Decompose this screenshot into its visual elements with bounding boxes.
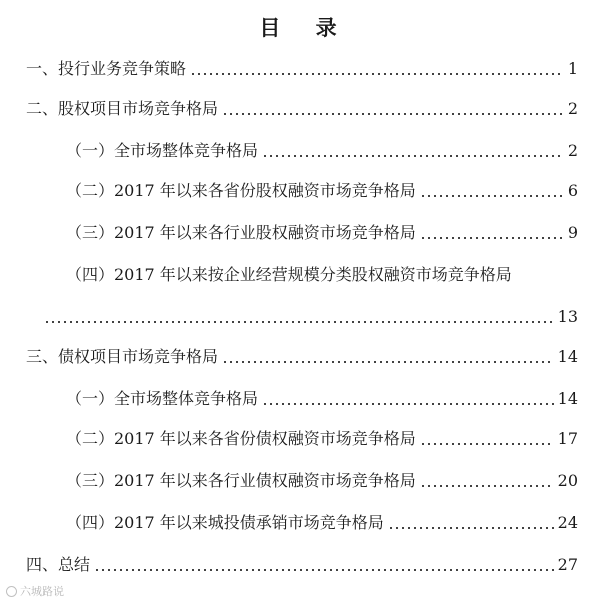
leader-dots (262, 403, 554, 405)
toc-entry-2[interactable] (26, 98, 578, 120)
toc-page-number: 2 (567, 141, 578, 160)
toc-entry-2-3[interactable] (66, 222, 578, 244)
toc-entry-1[interactable] (26, 58, 578, 80)
toc-entry-label: （一）全市场整体竞争格局 (66, 389, 259, 408)
leader-dots (420, 485, 554, 487)
leader-dots (420, 195, 562, 197)
leader-dots (222, 361, 554, 363)
toc-entry-label: 二、股权项目市场竞争格局 (26, 99, 219, 118)
leader-dots (44, 321, 554, 323)
toc-entry-label: 三、债权项目市场竞争格局 (26, 347, 219, 366)
toc-entry-2-2[interactable] (66, 180, 578, 202)
leader-dots (190, 73, 562, 75)
toc-entry-label: （二）2017 年以来各省份股权融资市场竞争格局 (66, 181, 416, 200)
toc-page-number: 2 (567, 99, 578, 118)
toc-entry-3[interactable] (26, 346, 578, 368)
toc-entry-2-1[interactable] (66, 140, 578, 162)
toc-entry-label: （三）2017 年以来各行业债权融资市场竞争格局 (66, 471, 416, 490)
toc-page-number: 6 (567, 181, 578, 200)
toc-entry-label: （一）全市场整体竞争格局 (66, 141, 259, 160)
watermark-logo-icon (6, 586, 17, 597)
leader-dots (420, 237, 562, 239)
leader-dots (420, 443, 554, 445)
toc-page-number: 14 (557, 347, 578, 366)
toc-entry-4[interactable] (26, 554, 578, 576)
toc-entry-3-2[interactable] (66, 428, 578, 450)
watermark (6, 583, 64, 599)
leader-dots (222, 113, 562, 115)
watermark-text: 六城路说 (20, 585, 64, 598)
toc-page-number: 17 (557, 429, 578, 448)
toc-page-number: 1 (567, 59, 578, 78)
toc-page-number: 24 (557, 513, 578, 532)
toc-entry-label: （三）2017 年以来各行业股权融资市场竞争格局 (66, 223, 416, 242)
toc-page-number: 9 (567, 223, 578, 242)
toc-page-number: 14 (557, 389, 578, 408)
toc-page-number: 27 (557, 555, 578, 574)
toc-entry-2-4[interactable] (44, 306, 578, 328)
toc-title: 目 录 (259, 15, 351, 40)
toc-entry-label: 一、投行业务竞争策略 (26, 59, 187, 78)
toc-entry-3-4[interactable] (66, 512, 578, 534)
leader-dots (388, 527, 554, 529)
toc-entry-label: （四）2017 年以来城投债承销市场竞争格局 (66, 513, 384, 532)
toc-entry-2-4-label[interactable]: （四）2017 年以来按企业经营规模分类股权融资市场竞争格局 (66, 265, 512, 284)
leader-dots (262, 155, 562, 157)
toc-page-number: 13 (557, 307, 578, 326)
leader-dots (94, 569, 554, 571)
toc-page-number: 20 (557, 471, 578, 490)
toc-entry-3-1[interactable] (66, 388, 578, 410)
toc-entry-label: （二）2017 年以来各省份债权融资市场竞争格局 (66, 429, 416, 448)
toc-entry-label: 四、总结 (26, 555, 91, 574)
toc-entry-3-3[interactable] (66, 470, 578, 492)
